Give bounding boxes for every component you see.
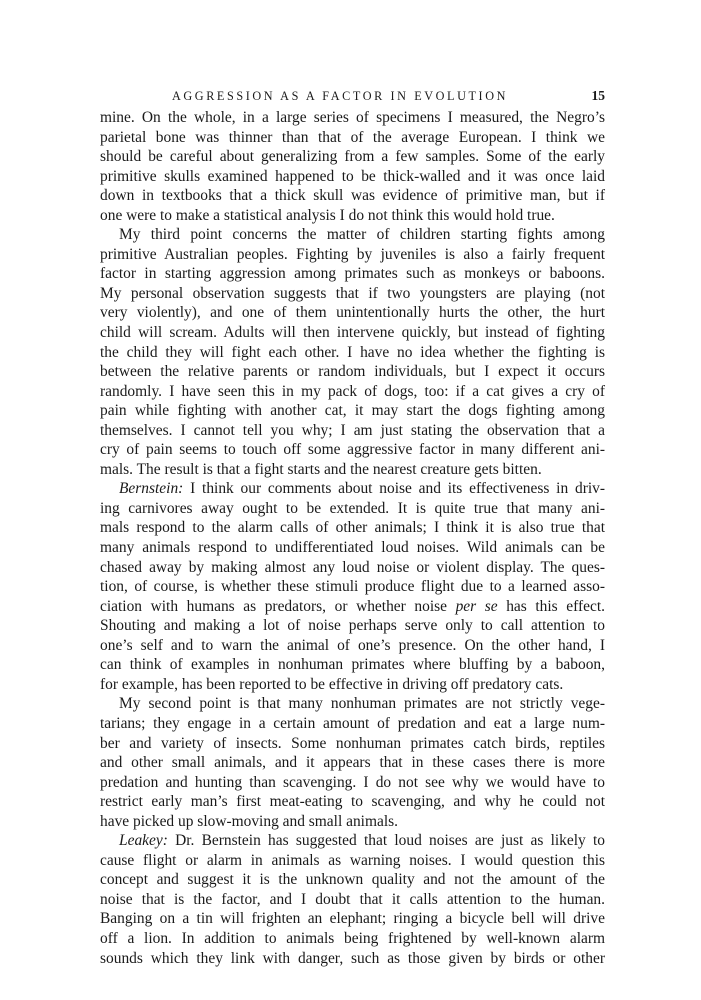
text-line: Banging on a tin will frighten an elephant; ringing a bicycle bell will drive: [100, 910, 605, 928]
text-line: one were to make a statistical analysis I do not think this would hold true.: [100, 206, 555, 224]
text-line: randomly. I have seen this in my pack of dogs, too: if a cat gives a cry of: [100, 382, 605, 400]
line-text: ciation with humans as predators, or whether noise: [100, 597, 456, 615]
text-line: mals. The result is that a fight starts and the nearest creature gets bitten.: [100, 460, 542, 478]
text-line: tion, of course, is whether these stimuli produce flight due to a learned asso-: [100, 578, 605, 596]
line-text: has this effect.: [497, 597, 605, 615]
text-line: should be careful about generalizing from a few samples. Some of the early: [100, 148, 605, 166]
text-line: the child they will fight each other. I have no idea whether the fighting is: [100, 343, 605, 361]
text-line: many animals respond to undifferentiated loud noises. Wild animals can be: [100, 539, 605, 557]
text-line: have picked up slow-moving and small animals.: [100, 812, 398, 830]
text-line: tarians; they engage in a certain amount of predation and eat a large num-: [100, 714, 605, 732]
text-line: restrict early man’s first meat-eating to scavenging, and why he could not: [100, 793, 605, 811]
text-line: one’s self and to warn the animal of one’s presence. On the other hand, I: [100, 636, 605, 654]
text-line: [100, 479, 605, 499]
text-line: primitive Australian peoples. Fighting by juveniles is also a fairly frequent: [100, 245, 605, 263]
text-line: chased away by making almost any loud noise or violent display. The ques-: [100, 558, 605, 576]
speaker-name: Bernstein:: [119, 480, 184, 498]
text-line: concept and suggest it is the unknown quality and not the amount of the: [100, 871, 605, 889]
text-line: ber and variety of insects. Some nonhuman primates catch birds, reptiles: [100, 734, 605, 752]
text-line: [100, 831, 605, 851]
text-line: can think of examples in nonhuman primates where bluffing by a baboon,: [100, 656, 605, 674]
text-line: sounds which they link with danger, such as those given by birds or other: [100, 949, 605, 967]
text-line: and other small animals, and it appears that in these cases there is more: [100, 754, 605, 772]
text-line: very violently), and one of them unintentionally hurts the other, the hurt: [100, 304, 605, 322]
text-line: mine. On the whole, in a large series of specimens I measured, the Negro’s: [100, 109, 605, 126]
text-line: Shouting and making a lot of noise perhaps serve only to call attention to: [100, 617, 605, 635]
line-text: Dr. Bernstein has suggested that loud noises are just as likely to: [167, 832, 605, 850]
text-line: cause flight or alarm in animals as warning noises. I would question this: [100, 851, 605, 869]
italic-phrase: per se: [455, 597, 498, 615]
text-line: factor in starting aggression among primates such as monkeys or baboons.: [100, 265, 605, 283]
text-line: down in textbooks that a thick skull was evidence of primitive man, but if: [100, 187, 605, 205]
text-line: parietal bone was thinner than that of the average European. I think we: [100, 128, 605, 146]
text-line: pain while fighting with another cat, it may start the dogs fighting among: [100, 402, 605, 420]
text-line: primitive skulls examined happened to be thick-walled and it was once laid: [100, 167, 605, 185]
text-line: My personal observation suggests that if two youngsters are playing (not: [100, 284, 605, 302]
running-head: [100, 86, 605, 106]
text-line: noise that is the factor, and I doubt that it calls attention to the human.: [100, 890, 605, 908]
text-line: My third point concerns the matter of children starting fights among: [119, 226, 605, 244]
line-text: I think our comments about noise and its effectiveness in driv-: [183, 480, 605, 498]
text-line: child will scream. Adults will then intervene quickly, but instead of fighting: [100, 324, 605, 342]
text-line: [100, 597, 605, 617]
text-line: ing carnivores away ought to be extended. It is quite true that many ani-: [100, 499, 605, 517]
speaker-name: Leakey:: [119, 832, 168, 850]
text-line: for example, has been reported to be effective in driving off predatory cats.: [100, 675, 564, 693]
text-line: themselves. I cannot tell you why; I am just stating the observation that a: [100, 421, 605, 439]
text-line: mals respond to the alarm calls of other animals; I think it is also true that: [100, 519, 605, 537]
text-line: between the relative parents or random individuals, but I expect it occurs: [100, 363, 605, 381]
text-line: cry of pain seems to touch off some aggressive factor in many different ani-: [100, 441, 605, 459]
body-text: [100, 108, 605, 968]
text-line: predation and hunting than scavenging. I do not see why we would have to: [100, 773, 605, 791]
running-title: AGGRESSION AS A FACTOR IN EVOLUTION: [172, 89, 509, 103]
text-line: off a lion. In addition to animals being frightened by well-known alarm: [100, 929, 605, 947]
page-number: 15: [591, 88, 605, 103]
text-line: My second point is that many nonhuman primates are not strictly vege-: [119, 695, 605, 713]
